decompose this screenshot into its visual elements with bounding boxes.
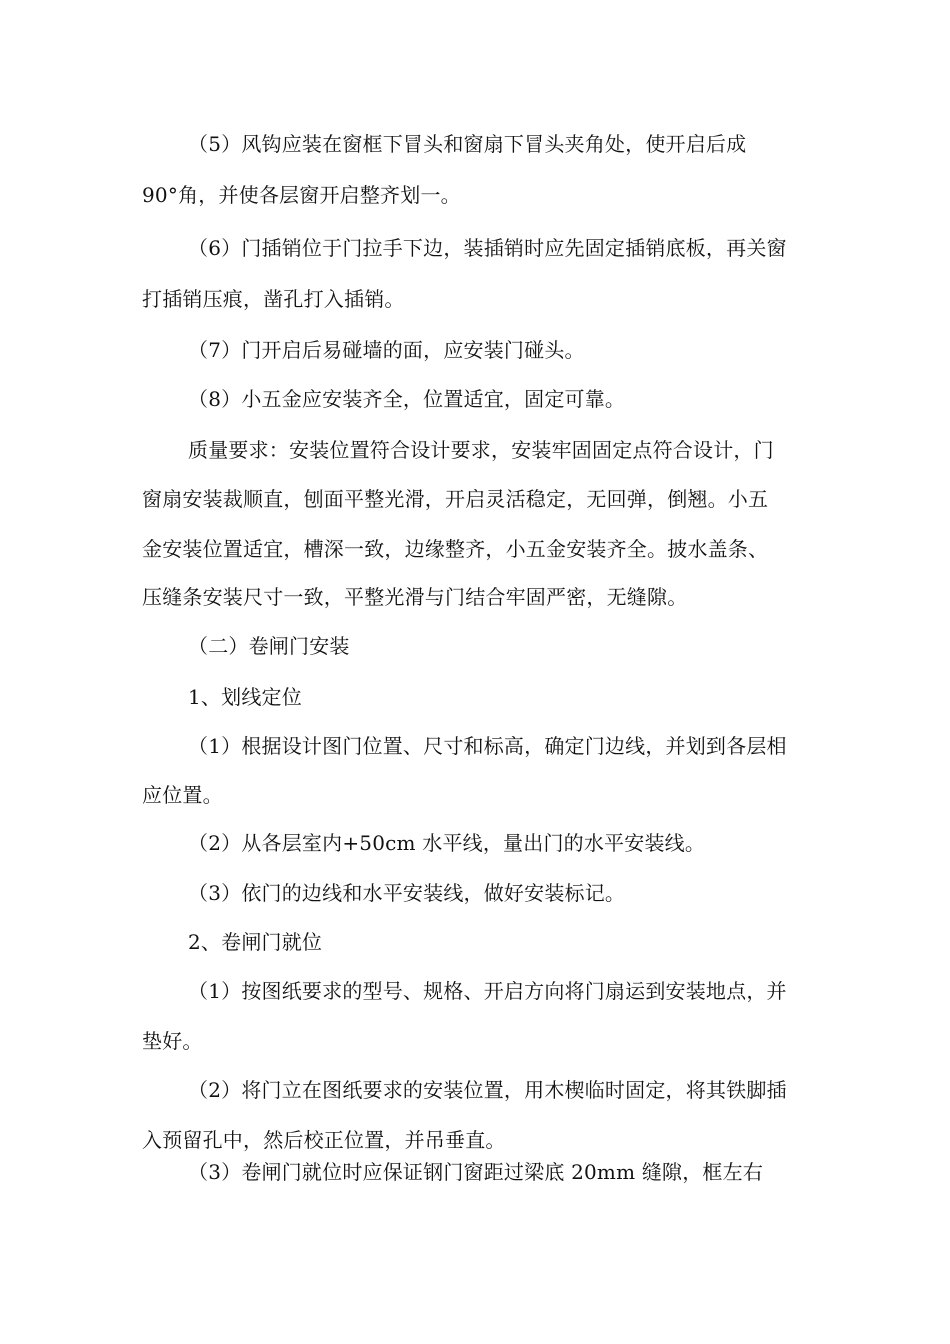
text-line: （2）从各层室内+50cm 水平线，量出门的水平安装线。 (188, 831, 706, 855)
text-line: 入预留孔中，然后校正位置，并吊垂直。 (142, 1128, 506, 1152)
section-heading: （二）卷闸门安装 (188, 634, 350, 658)
text-line: （3）卷闸门就位时应保证钢门窗距过梁底 20mm 缝隙，框左右 (188, 1160, 764, 1184)
text-line: 压缝条安装尺寸一致，平整光滑与门结合牢固严密，无缝隙。 (142, 585, 688, 609)
text-line: （3）依门的边线和水平安装线，做好安装标记。 (188, 881, 626, 905)
text-line: 金安装位置适宜，槽深一致，边缘整齐，小五金安装齐全。披水盖条、 (142, 537, 769, 561)
text-line: 垫好。 (142, 1029, 203, 1053)
text-line: （8）小五金应安装齐全，位置适宜，固定可靠。 (188, 387, 626, 411)
text-line: 质量要求：安装位置符合设计要求，安装牢固固定点符合设计，门 (188, 438, 774, 462)
text-line: （1）按图纸要求的型号、规格、开启方向将门扇运到安装地点，并 (188, 979, 787, 1003)
text-line: （2）将门立在图纸要求的安装位置，用木楔临时固定，将其铁脚插 (188, 1078, 787, 1102)
subsection-heading: 2、卷闸门就位 (188, 930, 323, 954)
text-line: （6）门插销位于门拉手下边，装插销时应先固定插销底板，再关窗 (188, 236, 787, 260)
text-line: 应位置。 (142, 783, 223, 807)
subsection-heading: 1、划线定位 (188, 685, 302, 709)
text-line: （1）根据设计图门位置、尺寸和标高，确定门边线，并划到各层相 (188, 734, 787, 758)
text-line: （7）门开启后易碰墙的面，应安装门碰头。 (188, 338, 585, 362)
text-line: （5）风钩应装在窗框下冒头和窗扇下冒头夹角处，使开启后成 (188, 132, 747, 156)
text-line: 窗扇安装裁顺直，刨面平整光滑，开启灵活稳定，无回弹，倒翘。小五 (142, 487, 769, 511)
text-line: 90°角，并使各层窗开启整齐划一。 (142, 183, 461, 207)
text-line: 打插销压痕，凿孔打入插销。 (142, 287, 405, 311)
